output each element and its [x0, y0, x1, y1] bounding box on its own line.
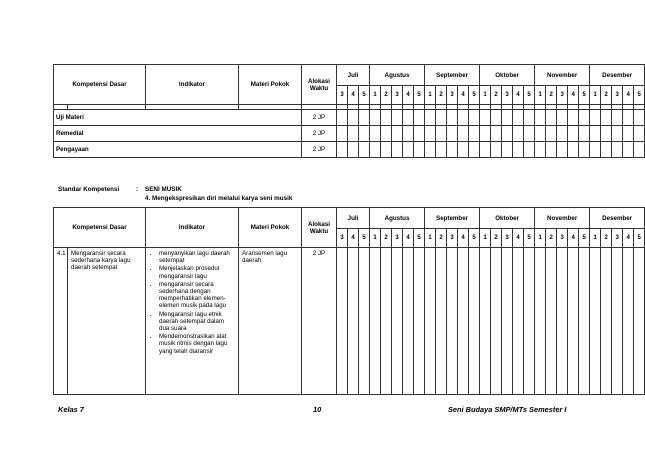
week-cell	[458, 142, 469, 158]
week-cell	[359, 126, 370, 142]
week-cell	[634, 126, 645, 142]
week-cell	[480, 142, 491, 158]
row-label: Pengayaan	[54, 142, 302, 158]
week-cell	[447, 126, 458, 142]
week-cell	[381, 142, 392, 158]
week-cell	[403, 142, 414, 158]
week-cell	[337, 142, 348, 158]
week-cell	[546, 110, 557, 126]
indikator-item: • Menjelaskan prosedur mengaransir lagu	[159, 265, 235, 279]
week-number: 1	[370, 86, 381, 105]
materi-cell: Aransemen lagu daerah	[239, 248, 302, 395]
week-number: 5	[634, 229, 645, 248]
month-header: November	[535, 208, 590, 229]
week-cell	[425, 126, 436, 142]
week-cell	[524, 126, 535, 142]
week-cell	[403, 110, 414, 126]
week-cell	[370, 248, 381, 395]
week-cell	[513, 126, 524, 142]
week-cell	[370, 126, 381, 142]
month-header: September	[425, 65, 480, 86]
week-cell	[568, 110, 579, 126]
week-cell	[601, 126, 612, 142]
week-cell	[623, 142, 634, 158]
week-number: 2	[436, 229, 447, 248]
week-number: 5	[414, 86, 425, 105]
week-cell	[436, 110, 447, 126]
week-number: 3	[447, 86, 458, 105]
summary-row	[54, 126, 645, 142]
week-cell	[469, 126, 480, 142]
week-cell	[601, 142, 612, 158]
kd-text: Mengaransir secara sederhana karya lagu daerah setempat	[68, 248, 146, 395]
kd-number: 4.1	[54, 248, 68, 395]
week-number: 4	[623, 86, 634, 105]
week-cell	[392, 110, 403, 126]
header-alokasi: Alokasi Waktu	[302, 208, 337, 248]
week-number: 4	[623, 229, 634, 248]
week-cell	[469, 142, 480, 158]
week-cell	[381, 248, 392, 395]
schedule-table-seni-musik	[53, 207, 645, 395]
week-cell	[535, 248, 546, 395]
month-header: Juli	[337, 65, 370, 86]
week-number: 2	[381, 229, 392, 248]
week-cell	[458, 248, 469, 395]
week-cell	[370, 142, 381, 158]
standar-subtitle: 4. Mengekspresikan diri melalui karya seni musik	[145, 195, 293, 202]
week-cell	[634, 248, 645, 395]
header-row	[54, 65, 645, 86]
week-number: 2	[381, 86, 392, 105]
week-cell	[392, 248, 403, 395]
summary-row	[54, 110, 645, 126]
week-number: 5	[469, 86, 480, 105]
week-cell	[513, 142, 524, 158]
week-number: 2	[436, 86, 447, 105]
month-header: September	[425, 208, 480, 229]
row-label: Uji Materi	[54, 110, 302, 126]
week-number: 5	[414, 229, 425, 248]
week-cell	[414, 126, 425, 142]
week-cell	[425, 142, 436, 158]
week-cell	[425, 248, 436, 395]
week-number: 4	[458, 86, 469, 105]
week-cell	[370, 110, 381, 126]
month-header: Desember	[590, 208, 645, 229]
week-cell	[590, 248, 601, 395]
week-cell	[392, 142, 403, 158]
week-cell	[403, 126, 414, 142]
week-cell	[458, 126, 469, 142]
week-cell	[557, 110, 568, 126]
jp-cell: 2 JP	[302, 248, 337, 395]
week-number: 4	[348, 229, 359, 248]
month-header: Oktober	[480, 65, 535, 86]
week-number: 3	[337, 229, 348, 248]
week-number: 1	[425, 229, 436, 248]
week-cell	[491, 142, 502, 158]
month-header: Desember	[590, 65, 645, 86]
week-number: 5	[359, 229, 370, 248]
week-number: 3	[392, 229, 403, 248]
week-number: 4	[568, 229, 579, 248]
week-number: 3	[612, 229, 623, 248]
row-jp: 2 JP	[302, 142, 337, 158]
week-cell	[381, 126, 392, 142]
week-cell	[546, 248, 557, 395]
week-cell	[634, 142, 645, 158]
week-cell	[436, 126, 447, 142]
footer-page-number: 10	[313, 405, 322, 414]
header-kompetensi: Kompetensi Dasar	[54, 208, 146, 248]
month-header: Oktober	[480, 208, 535, 229]
week-cell	[513, 248, 524, 395]
week-cell	[480, 110, 491, 126]
week-number: 3	[502, 86, 513, 105]
week-cell	[502, 142, 513, 158]
standar-title: SENI MUSIK	[145, 186, 182, 193]
week-cell	[590, 142, 601, 158]
week-cell	[348, 248, 359, 395]
header-kompetensi: Kompetensi Dasar	[54, 65, 146, 105]
week-number: 1	[480, 229, 491, 248]
week-number: 1	[535, 86, 546, 105]
week-cell	[612, 126, 623, 142]
week-number: 4	[403, 229, 414, 248]
week-cell	[392, 126, 403, 142]
week-cell	[546, 126, 557, 142]
week-cell	[524, 142, 535, 158]
week-number: 4	[458, 229, 469, 248]
week-cell	[491, 110, 502, 126]
week-number: 5	[359, 86, 370, 105]
week-number: 1	[425, 86, 436, 105]
week-cell	[568, 248, 579, 395]
week-number: 4	[513, 229, 524, 248]
week-number: 5	[524, 229, 535, 248]
week-number: 5	[579, 229, 590, 248]
week-cell	[568, 126, 579, 142]
week-cell	[491, 126, 502, 142]
week-number: 1	[370, 229, 381, 248]
footer-subject: Seni Budaya SMP/MTs Semester I	[448, 405, 567, 414]
week-cell	[568, 142, 579, 158]
week-cell	[590, 126, 601, 142]
week-number: 3	[502, 229, 513, 248]
week-cell	[348, 110, 359, 126]
week-cell	[480, 126, 491, 142]
week-number: 1	[535, 229, 546, 248]
week-cell	[579, 248, 590, 395]
week-number: 5	[524, 86, 535, 105]
week-cell	[502, 248, 513, 395]
week-cell	[557, 248, 568, 395]
indikator-item: • mengaransir secara sederhana dengan memperhatikan elemen-elemen musik pada lagu	[159, 281, 235, 310]
indikator-list	[149, 250, 235, 355]
week-cell	[557, 126, 568, 142]
week-cell	[414, 248, 425, 395]
indikator-item: • Mengaransir lagu etnik daerah setempat dalam dua suara	[159, 311, 235, 333]
week-cell	[414, 142, 425, 158]
footer-class: Kelas 7	[58, 405, 84, 414]
week-number: 3	[557, 229, 568, 248]
week-cell	[436, 248, 447, 395]
month-header: Juli	[337, 208, 370, 229]
week-cell	[579, 126, 590, 142]
week-cell	[469, 248, 480, 395]
header-materi: Materi Pokok	[239, 208, 302, 248]
week-cell	[348, 126, 359, 142]
week-cell	[414, 110, 425, 126]
week-cell	[447, 110, 458, 126]
week-cell	[469, 110, 480, 126]
week-cell	[359, 142, 370, 158]
week-cell	[502, 126, 513, 142]
week-cell	[337, 126, 348, 142]
week-number: 1	[590, 86, 601, 105]
header-materi: Materi Pokok	[239, 65, 302, 105]
week-cell	[612, 142, 623, 158]
week-number: 2	[601, 86, 612, 105]
week-cell	[513, 110, 524, 126]
week-number: 3	[612, 86, 623, 105]
week-number: 5	[579, 86, 590, 105]
week-cell	[348, 142, 359, 158]
header-indikator: Indikator	[146, 65, 239, 105]
week-number: 2	[491, 86, 502, 105]
week-number: 4	[348, 86, 359, 105]
week-cell	[546, 142, 557, 158]
week-number: 3	[557, 86, 568, 105]
week-cell	[337, 248, 348, 395]
week-cell	[601, 248, 612, 395]
week-cell	[634, 110, 645, 126]
week-cell	[524, 248, 535, 395]
week-number: 2	[546, 229, 557, 248]
week-cell	[623, 248, 634, 395]
week-cell	[502, 110, 513, 126]
week-cell	[425, 110, 436, 126]
week-number: 3	[392, 86, 403, 105]
week-number: 2	[546, 86, 557, 105]
week-cell	[612, 110, 623, 126]
row-jp: 2 JP	[302, 126, 337, 142]
week-cell	[447, 142, 458, 158]
week-cell	[535, 142, 546, 158]
week-cell	[623, 110, 634, 126]
kompetensi-row	[54, 248, 645, 395]
standar-label: Standar Kompetensi	[58, 186, 120, 193]
week-number: 5	[469, 229, 480, 248]
header-indikator: Indikator	[146, 208, 239, 248]
week-cell	[436, 142, 447, 158]
standar-colon: :	[136, 186, 139, 193]
week-cell	[524, 110, 535, 126]
indikator-cell	[146, 248, 239, 395]
week-number: 5	[634, 86, 645, 105]
week-number: 3	[447, 229, 458, 248]
header-alokasi: Alokasi Waktu	[302, 65, 337, 105]
week-cell	[579, 110, 590, 126]
week-number: 2	[491, 229, 502, 248]
indikator-item: • menyanyikan lagu daerah setempat	[159, 250, 235, 264]
week-number: 1	[590, 229, 601, 248]
week-cell	[458, 110, 469, 126]
indikator-item: • Mendemonstrasikan alat musik ritmis dengan lagu yang telah diaransir	[159, 333, 235, 355]
week-cell	[447, 248, 458, 395]
week-cell	[535, 126, 546, 142]
week-cell	[480, 248, 491, 395]
week-number: 4	[513, 86, 524, 105]
week-cell	[590, 110, 601, 126]
row-jp: 2 JP	[302, 110, 337, 126]
week-cell	[623, 126, 634, 142]
week-cell	[601, 110, 612, 126]
week-cell	[359, 248, 370, 395]
month-header: November	[535, 65, 590, 86]
week-cell	[359, 110, 370, 126]
week-number: 4	[568, 86, 579, 105]
week-cell	[491, 248, 502, 395]
month-header: Agustus	[370, 208, 425, 229]
month-header: Agustus	[370, 65, 425, 86]
week-cell	[381, 110, 392, 126]
week-cell	[557, 142, 568, 158]
schedule-table-top	[53, 64, 645, 158]
week-number: 1	[480, 86, 491, 105]
week-cell	[535, 110, 546, 126]
week-cell	[337, 110, 348, 126]
week-number: 2	[601, 229, 612, 248]
header-row	[54, 208, 645, 229]
week-cell	[579, 142, 590, 158]
row-label: Remedial	[54, 126, 302, 142]
week-number: 3	[337, 86, 348, 105]
week-number: 4	[403, 86, 414, 105]
summary-row	[54, 142, 645, 158]
week-cell	[403, 248, 414, 395]
week-cell	[612, 248, 623, 395]
